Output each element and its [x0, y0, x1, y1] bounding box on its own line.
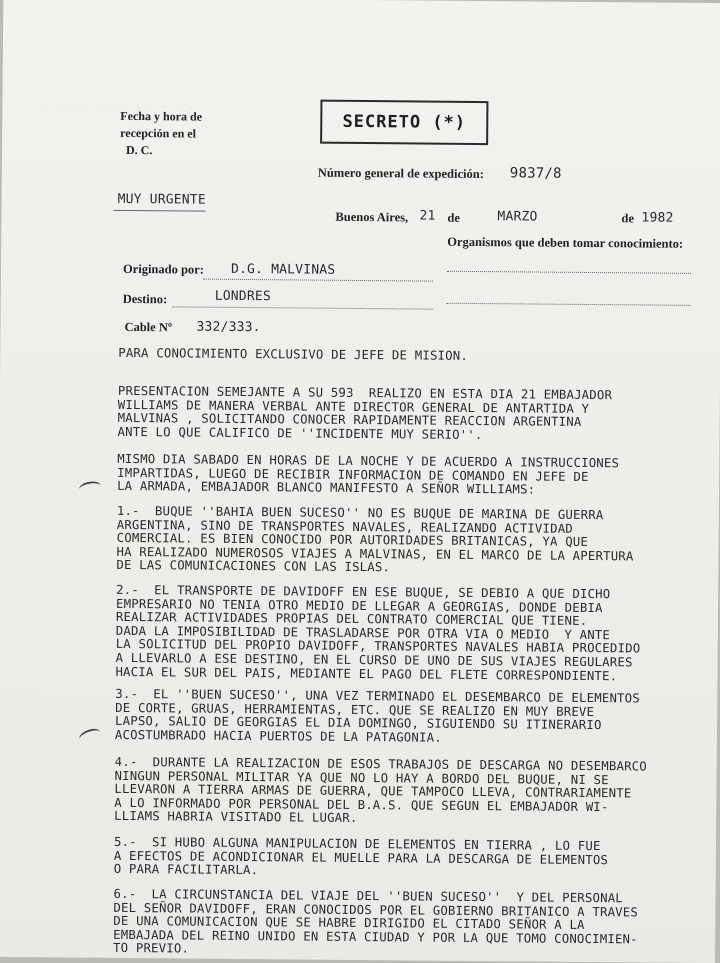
body-intro: PARA CONOCIMIENTO EXCLUSIVO DE JEFE DE MISION.: [118, 345, 469, 363]
classification-label: SECRETO (*): [342, 111, 467, 133]
date-de-2: de: [621, 211, 635, 226]
body-point-2: 2.- EL TRANSPORTE DE DAVIDOFF EN ESE BUQUE, SE DEBIO A QUE DICHO EMPRESARIO NO TENIA OTRO MEDIO DE LLEGAR A GEORGIAS, DONDE DEBIA REALIZAR ACTIVIDADES PROPIAS DEL CONTRATO COMERCIAL QUE TIENE. DADA LA IMPOSIBILIDAD DE TRASLADARSE POR OTRA VIA O MEDIO Y ANTE LA SOLICITUD DEL PROPIO DAVIDOFF, TRANSPORTES NAVALES HABIA PROCEDIDO A LLEVARLO A ESE DESTINO, EN EL CURSO DE UNO DE SUS VIAJES REGULARES HACIA EL SUR DEL PAIS, MEDIANTE EL PAGO DEL FLETE CORRESPONDIENTE.: [115, 582, 641, 683]
body-point-3: 3.- EL ''BUEN SUCESO'', UNA VEZ TERMINADO EL DESEMBARCO DE ELEMENTOS DE CORTE, GRUAS, HERRAMIENTAS, ETC. QUE SE REALIZO EN MUY BREVE LAPSO, SALIO DE GEORGIAS EL DIA DOMINGO, SIGUIENDO SU ITINERARIO ACOSTUMBRADO HACIA PUERTOS DE LA PATAGONIA.: [114, 686, 640, 745]
origin-value: D.G. MALVINAS: [230, 261, 336, 278]
body-point-5: 5.- SI HUBO ALGUNA MANIPULACION DE ELEMENTOS EN TIERRA , LO FUE A EFECTOS DE ACONDICIONAR EL MUELLE PARA LA DESCARGA DE ELEMENTOS O PARA FACILITARLA.: [113, 834, 609, 878]
bleed-through-mark: . . . . . . . . . . . .: [42, 97, 195, 112]
organisms-line-1: [447, 271, 691, 274]
organisms-line-2: [447, 303, 691, 306]
date-de-1: de: [447, 210, 461, 225]
destination-value: LONDRES: [214, 288, 272, 305]
expedition-number-value: 9837/8: [509, 165, 562, 182]
body-paragraph-2: MISMO DIA SABADO EN HORAS DE LA NOCHE Y DE ACUERDO A INSTRUCCIONES IMPARTIDAS, LUEGO DE RECIBIR INFORMACION DE COMANDO EN JEFE DE LA ARMADA, EMBAJADOR BLANCO MANIFESTO A SEÑOR WILLIAMS:: [117, 451, 620, 497]
urgency-underline: [114, 210, 206, 212]
body-point-4: 4.- DURANTE LA REALIZACION DE ESOS TRABAJOS DE DESCARGA NO DESEMBARCO NINGUN PERSONAL MILITAR YA QUE NO LO HAY A BORDO DEL BUQUE, NI SE LLEVARON A TIERRA ARMAS DE GUERRA, QUE TAMPOCO LLEVA, CONTRARIAMENTE A LO INFORMADO POR PERSONAL DEL B.A.S. QUE SEGUN EL EMBAJADOR WI- LLIAMS HABRIA VISITADO EL LUGAR.: [114, 754, 647, 826]
reception-line-2: recepción en el: [120, 125, 197, 141]
reception-line-3: D. C.: [125, 142, 153, 158]
date-year: 1982: [641, 210, 674, 226]
classification-stamp: [320, 100, 488, 145]
place-label: Buenos Aires,: [335, 209, 409, 225]
date-day: 21: [419, 208, 436, 224]
destination-line: [173, 306, 433, 309]
reception-label: [120, 108, 202, 160]
body-point-6: 6.- LA CIRCUNSTANCIA DEL VIAJE DEL ''BUEN SUCESO'' Y DEL PERSONAL DEL SEÑOR DAVIDOFF, ERAN CONOCIDOS POR EL GOBIERNO BRITANICO A TRAVES DE UNA COMUNICACION QUE SE HABRE DIRIGIDO EL CITADO SEÑOR A LA EMBAJADA DEL REINO UNIDO EN ESTA CIUDAD Y POR LA QUE TOMO CONOCIMIEN- TO PREVIO.: [113, 886, 639, 956]
organisms-label: Organismos que deben tomar conocimiento:: [447, 234, 684, 251]
body-paragraph-1: PRESENTACION SEMEJANTE A SU 593 REALIZO EN ESTA DIA 21 EMBAJADOR WILLIAMS DE MANERA VERBAL ANTE DIRECTOR GENERAL DE ANTARTIDA Y MALVINAS , SOLICITANDO CONOCER RAPIDAMENTE REACCION ARGENTINA ANTE LO QUE CALIFICO DE ''INCIDENTE MUY SERIO''.: [117, 383, 613, 442]
date-month: MARZO: [497, 209, 538, 225]
reception-line-1: Fecha y hora de: [120, 108, 203, 124]
urgency-label: MUY URGENTE: [117, 191, 206, 208]
cable-value: 332/333.: [196, 319, 261, 336]
origin-line: [203, 279, 433, 282]
destination-label: Destino:: [122, 291, 168, 307]
cable-label: Cable Nº: [124, 319, 173, 335]
margin-pencil-mark: [78, 480, 102, 495]
margin-pencil-mark: [78, 726, 103, 745]
body-point-1: 1.- BUQUE ''BAHIA BUEN SUCESO'' NO ES BUQUE DE MARINA DE GUERRA ARGENTINA, SINO DE TRANSPORTES NAVALES, REALIZANDO ACTIVIDAD COMERCIAL. ES BIEN CONOCIDO POR AUTORIDADES BRITANICAS, YA QUE HA REALIZADO NUMEROSOS VIAJES A MALVINAS, EN EL MARCO DE LA APERTURA DE LAS COMUNICACIONES CON LAS ISLAS.: [116, 503, 634, 575]
origin-label: Originado por:: [122, 261, 204, 277]
expedition-number-label: Número general de expedición:: [317, 165, 484, 182]
